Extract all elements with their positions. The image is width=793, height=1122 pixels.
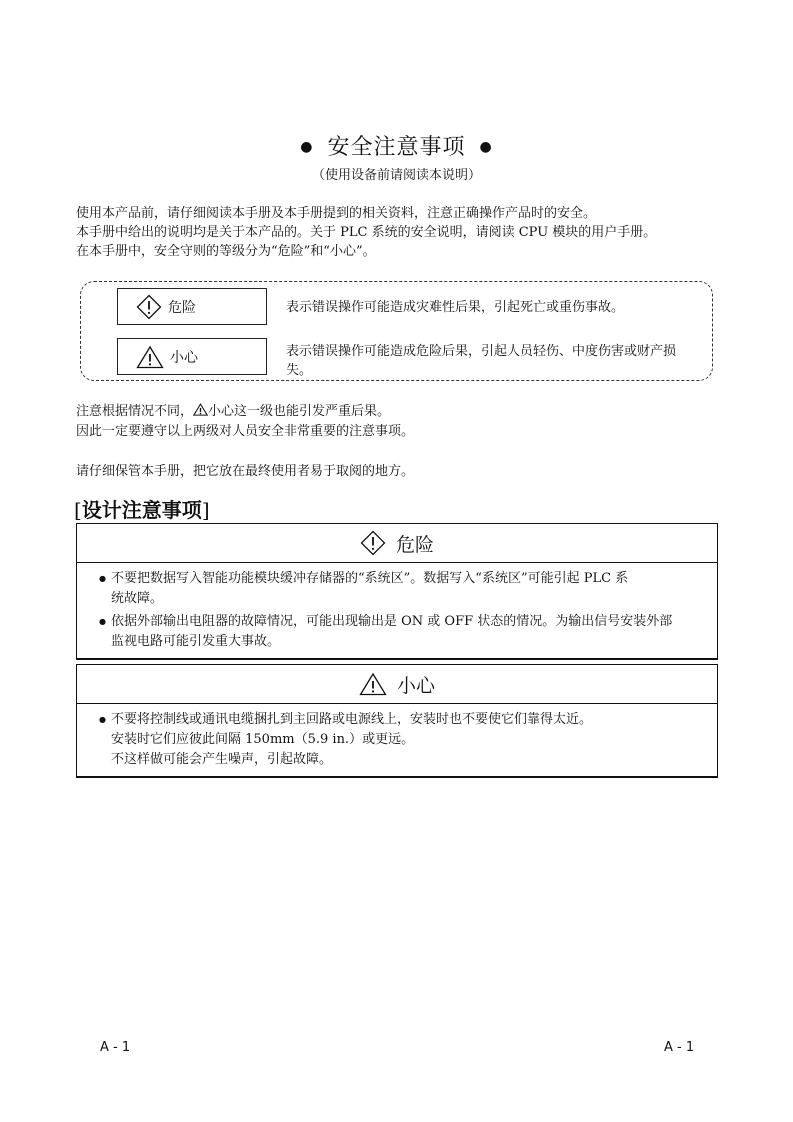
danger-description: 表示错误操作可能造成灾难性后果，引起死亡或重伤事故。 [286, 300, 625, 315]
caution-icon [193, 403, 208, 416]
danger-label-box [117, 288, 267, 325]
bullet: ● [99, 715, 106, 724]
caution-label-box [117, 338, 267, 375]
bullet: ● [99, 574, 106, 583]
intro-line: 本手册中给出的说明均是关于本产品的。关于 PLC 系统的安全说明，请阅读 CPU 模块的用户手册。 [76, 225, 657, 240]
danger-body [77, 563, 717, 658]
intro-line: 使用本产品前，请仔细阅读本手册及本手册提到的相关资料，注意正确操作产品时的安全。 [76, 206, 597, 221]
title-text: 安全注意事项 [327, 135, 466, 160]
list-item: ● 不要将控制线或通讯电缆捆扎到主回路或电源线上，安装时也不要使它们靠得太近。 安装时它们应彼此间隔 150mm（5.9 in.）或更远。 不这样做可能会产生噪声，引起故障。 [99, 712, 593, 767]
danger-label: 危险 [168, 299, 196, 316]
caution-body [77, 704, 717, 776]
list-item: ● 依据外部输出电阻器的故障情况，可能出现输出是 ON 或 OFF 状态的情况。为输出信号安装外部 监视电路可能引发重大事故。 [99, 614, 673, 649]
section-title: 设计注意事项 [81, 498, 202, 522]
caution-heading: 小心 [396, 674, 435, 697]
caution-icon [359, 672, 387, 696]
bullet: ● [99, 617, 106, 626]
caution-label: 小心 [170, 349, 198, 366]
danger-notice-box [76, 523, 718, 660]
danger-icon [136, 294, 162, 320]
danger-header [77, 524, 717, 563]
caution-icon [136, 345, 164, 369]
caution-notice-box [76, 664, 718, 778]
note-line-3: 请仔细保管本手册，把它放在最终使用者易于取阅的地方。 [76, 464, 415, 479]
title-bullet-right: ● [479, 139, 493, 155]
page-number-right: A - 1 [664, 1040, 695, 1055]
page-subtitle: （使用设备前请阅读本说明） [311, 168, 481, 183]
danger-heading: 危险 [395, 533, 434, 556]
note-line-1: 注意根据情况不同， 小心这一级也能引发严重后果。 [76, 404, 391, 419]
caution-description: 表示错误操作可能造成危险后果，引起人员轻伤、中度伤害或财产损失。 [286, 344, 677, 378]
intro-text [76, 204, 656, 261]
page-number-left: A - 1 [100, 1040, 131, 1055]
list-item: ● 不要把数据写入智能功能模块缓冲存储器的“系统区”。数据写入“系统区”可能引起 PLC 系 统故障。 [99, 571, 629, 606]
intro-line: 在本手册中，安全守则的等级分为“危险”和“小心”。 [76, 244, 376, 259]
safety-level-legend [80, 281, 713, 381]
caution-header [77, 665, 717, 704]
page-title [0, 130, 793, 161]
section-heading: [设计注意事项] [74, 498, 210, 522]
note-line-2: 因此一定要遵守以上两级对人员安全非常重要的注意事项。 [76, 424, 415, 439]
danger-icon [360, 530, 386, 556]
title-bullet-left: ● [300, 139, 314, 155]
